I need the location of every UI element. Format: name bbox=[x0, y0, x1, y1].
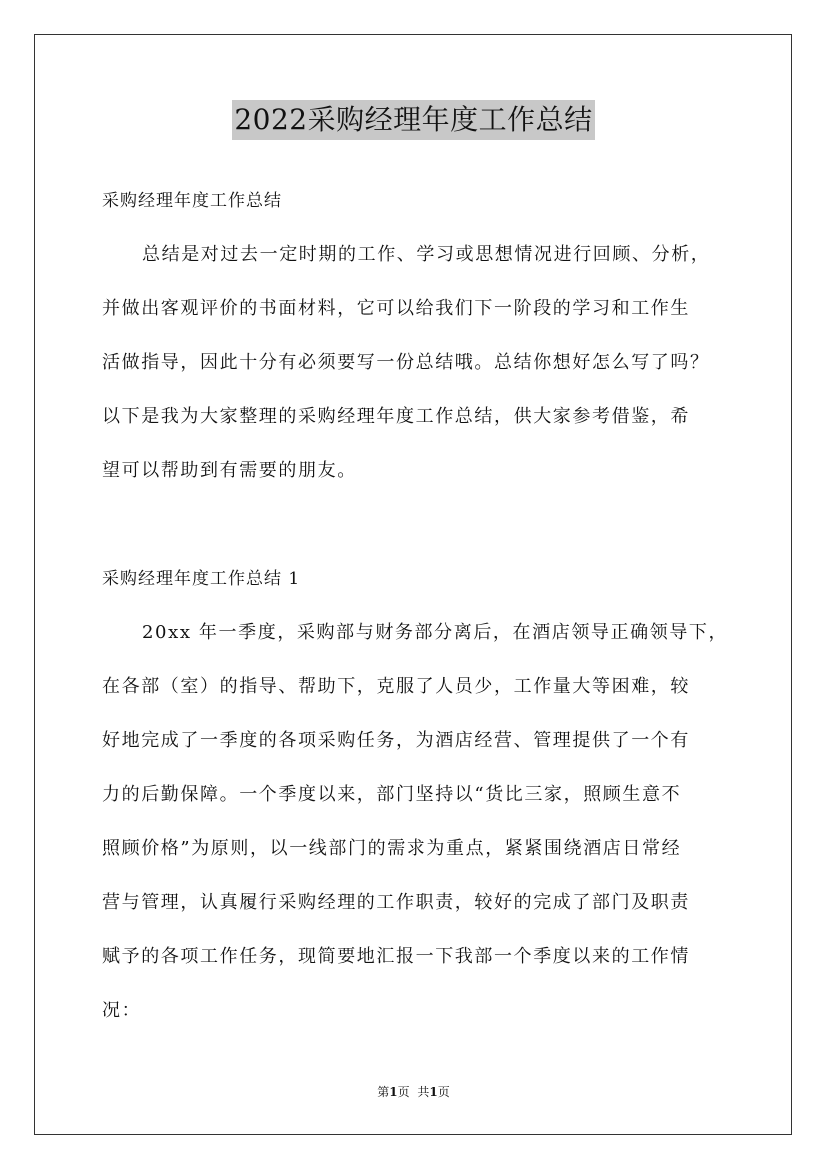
document-body bbox=[102, 174, 730, 1038]
footer-total-prefix: 共 bbox=[417, 1085, 430, 1099]
document-title: 2022采购经理年度工作总结 bbox=[232, 100, 594, 140]
footer-page-number: 1 bbox=[389, 1085, 398, 1099]
section1-line-3: 好地完成了一季度的各项采购任务，为酒店经营、管理提供了一个有 bbox=[102, 730, 690, 751]
intro-line-2: 并做出客观评价的书面材料，它可以给我们下一阶段的学习和工作生 bbox=[102, 298, 690, 319]
footer-total-suffix: 页 bbox=[437, 1085, 450, 1099]
section1-line-6: 营与管理，认真履行采购经理的工作职责，较好的完成了部门及职责 bbox=[102, 892, 690, 913]
title-area bbox=[0, 100, 827, 140]
page-footer bbox=[0, 1082, 827, 1102]
section1-line-5: 照顾价格”为原则，以一线部门的需求为重点，紧紧围绕酒店日常经 bbox=[102, 838, 682, 859]
intro-line-3: 活做指导，因此十分有必须要写一份总结哦。总结你想好怎么写了吗？ bbox=[102, 352, 710, 373]
section1-line-2: 在各部（室）的指导、帮助下，克服了人员少，工作量大等困难，较 bbox=[102, 676, 690, 697]
intro-heading: 采购经理年度工作总结 bbox=[102, 191, 282, 211]
section1-line-1: 20xx 年一季度，采购部与财务部分离后，在酒店领导正确领导下， bbox=[142, 622, 729, 643]
section1-line-4: 力的后勤保障。一个季度以来，部门坚持以“货比三家，照顾生意不 bbox=[102, 784, 682, 805]
paragraph-gap bbox=[102, 498, 730, 552]
intro-line-4: 以下是我为大家整理的采购经理年度工作总结，供大家参考借鉴，希 bbox=[102, 406, 690, 427]
section1-line-7: 赋予的各项工作任务，现简要地汇报一下我部一个季度以来的工作情 bbox=[102, 946, 690, 967]
section1-line-8: 况： bbox=[102, 1000, 142, 1021]
section1-heading: 采购经理年度工作总结 1 bbox=[102, 569, 301, 589]
intro-line-1: 总结是对过去一定时期的工作、学习或思想情况进行回顾、分析， bbox=[142, 244, 711, 265]
footer-page-mid: 页 bbox=[397, 1085, 410, 1099]
footer-page-prefix: 第 bbox=[377, 1085, 390, 1099]
footer-total-pages: 1 bbox=[429, 1085, 438, 1099]
intro-line-5: 望可以帮助到有需要的朋友。 bbox=[102, 460, 357, 481]
